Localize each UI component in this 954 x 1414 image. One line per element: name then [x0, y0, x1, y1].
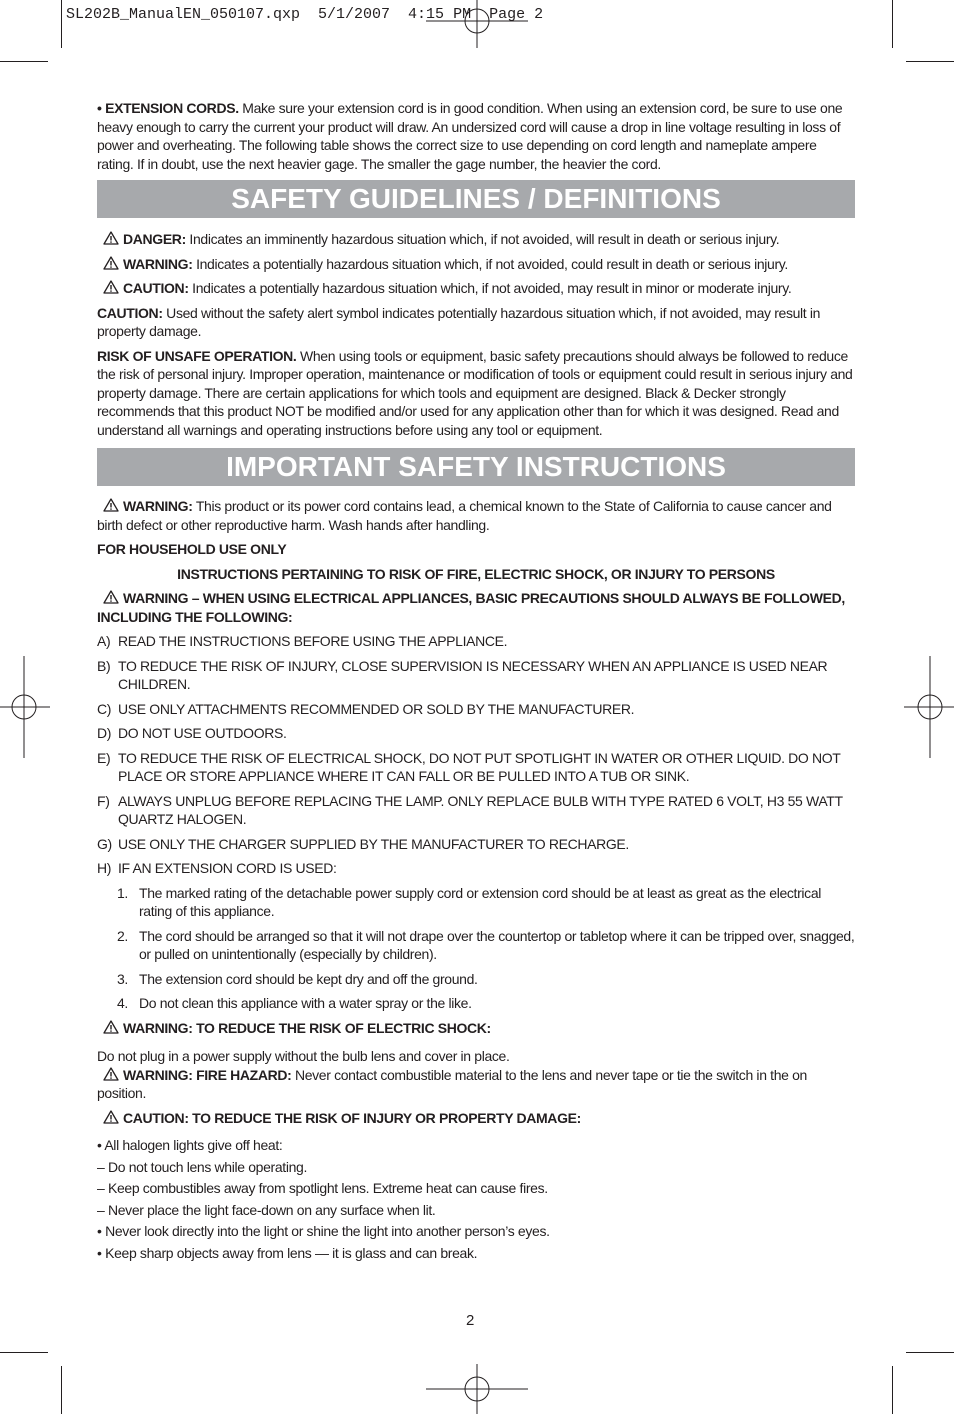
caution-no-symbol-label: CAUTION: — [97, 304, 163, 321]
list-item — [97, 749, 855, 786]
warning-definition — [97, 255, 855, 274]
warning-label: WARNING: — [123, 255, 193, 272]
list-item-text: READ THE INSTRUCTIONS BEFORE USING THE APPLIANCE. — [118, 633, 508, 649]
danger-label: DANGER: — [123, 231, 186, 247]
caution-no-symbol-text: Used without the safety alert symbol indicates potentially hazardous situation which, if not avoided, may result in property damage. — [97, 304, 821, 339]
registration-mark-right — [904, 656, 954, 758]
sub-list-item — [117, 884, 855, 921]
sub-list-item-text: The cord should be arranged so that it will not drape over the countertop or tabletop where it can be tripped over, snagged, or pulled on unintentionally (especially by children). — [139, 927, 855, 962]
crop-mark-tl-h — [0, 61, 48, 62]
lead-warning-text: This product or its power cord contains lead, a chemical known to the State of California to cause cancer and birth defect or other reproductive harm. Wash hands after handling. — [97, 498, 832, 533]
list-item: – Do not touch lens while operating. — [97, 1158, 307, 1175]
crop-mark-bl-h — [0, 1352, 48, 1353]
sub-list-item-label: 1. — [117, 884, 128, 901]
list-item — [97, 724, 855, 743]
important-safety-heading: IMPORTANT SAFETY INSTRUCTIONS — [97, 448, 855, 486]
list-item — [97, 859, 855, 878]
household-label: FOR HOUSEHOLD USE ONLY — [97, 541, 287, 557]
electric-shock-warning — [97, 1019, 855, 1038]
sub-list-item-label: 4. — [117, 995, 128, 1011]
list-item: • Keep sharp objects away from lens — it is glass and can break. — [97, 1244, 478, 1261]
heat-list — [97, 1135, 855, 1264]
list-item-text: USE ONLY THE CHARGER SUPPLIED BY THE MANUFACTURER TO RECHARGE. — [118, 835, 629, 852]
caution-definition — [97, 279, 855, 298]
warning-triangle-icon — [103, 498, 119, 512]
crop-mark-br-h — [906, 1352, 954, 1353]
crop-mark-tr-v — [892, 0, 893, 48]
precautions-label: WARNING – WHEN USING ELECTRICAL APPLIANCES, BASIC PRECAUTIONS SHOULD ALWAYS BE FOLLOWED, INCLUDING THE FOLLOWING: — [97, 590, 845, 625]
extension-cords-paragraph — [97, 99, 855, 173]
list-item-text: DO NOT USE OUTDOORS. — [118, 725, 287, 741]
list-item — [97, 700, 855, 719]
list-item-label: D) — [97, 725, 112, 741]
household-use-only — [97, 540, 855, 559]
sub-list-item-text: The extension cord should be kept dry and off the ground. — [139, 970, 478, 987]
warning-triangle-icon — [103, 1020, 119, 1034]
list-item-label: H) — [97, 860, 112, 876]
warning-triangle-icon — [103, 1067, 119, 1081]
caution-no-symbol-definition — [97, 304, 855, 341]
lead-warning-label: WARNING: — [123, 498, 193, 514]
sub-list-item-label: 2. — [117, 927, 128, 944]
registration-mark-bottom — [426, 1362, 528, 1414]
crop-mark-tr-h — [906, 61, 954, 62]
risk-label: RISK OF UNSAFE OPERATION. — [97, 347, 297, 364]
list-item: • All halogen lights give off heat: — [97, 1137, 283, 1153]
list-item-label: A) — [97, 633, 111, 649]
list-item: – Keep combustibles away from spotlight lens. Extreme heat can cause fires. — [97, 1180, 548, 1196]
warning-triangle-icon — [103, 590, 119, 604]
caution-text: Indicates a potentially hazardous situation which, if not avoided, may result in minor or moderate injury. — [188, 280, 792, 296]
danger-text: Indicates an imminently hazardous situation which, if not avoided, will result in death or serious injury. — [185, 231, 780, 247]
list-item-label: G) — [97, 835, 112, 852]
list-item — [97, 657, 855, 694]
list-item-text: TO REDUCE THE RISK OF ELECTRICAL SHOCK, DO NOT PUT SPOTLIGHT IN WATER OR OTHER LIQUID. DO NOT PLACE OR STORE APPLIANCE WHERE IT CAN FALL OR BE PULLED INTO A TUB OR SINK. — [118, 749, 841, 784]
sub-list-item — [117, 970, 855, 989]
print-slug: SL202B_ManualEN_050107.qxp 5/1/2007 4:15 PM Page 2 — [66, 6, 544, 23]
sub-list-item — [117, 927, 855, 964]
page-number: 2 — [466, 1312, 475, 1329]
fire-hazard-warning — [97, 1066, 855, 1103]
injury-caution — [97, 1109, 855, 1128]
extension-cords-label: • EXTENSION CORDS. — [97, 100, 239, 116]
extension-cords-text: Make sure your extension cord is in good condition. When using an extension cord, be sure to use one heavy enough to carry the current your product will draw. An undersized cord will cause a drop in line voltage resulting in loss of power and overheating. The following table shows the correct size to use depending on cord length and nameplate ampere rating. If in doubt, use the next heavier gage. The smaller the gage number, the heavier the cord. — [97, 100, 843, 172]
list-item-label: F) — [97, 792, 110, 809]
list-item — [97, 835, 855, 854]
electric-shock-text: Do not plug in a power supply without the bulb lens and cover in place. — [97, 1048, 510, 1064]
list-item-text: USE ONLY ATTACHMENTS RECOMMENDED OR SOLD BY THE MANUFACTURER. — [118, 700, 635, 717]
list-item-label: B) — [97, 657, 111, 674]
registration-mark-top — [426, 0, 528, 50]
sub-list-item — [117, 994, 855, 1013]
pertaining-label: INSTRUCTIONS PERTAINING TO RISK OF FIRE, ELECTRIC SHOCK, OR INJURY TO PERSONS — [177, 565, 775, 582]
crop-mark-bl-v — [61, 1366, 62, 1414]
list-item-label: E) — [97, 749, 111, 766]
risk-of-unsafe-operation — [97, 347, 855, 440]
manual-content — [97, 99, 855, 1264]
lead-warning — [97, 497, 855, 534]
registration-mark-left — [0, 656, 50, 758]
sub-list-item-text: Do not clean this appliance with a water spray or the like. — [139, 995, 472, 1011]
sub-list-item-label: 3. — [117, 970, 128, 987]
list-item: – Never place the light face-down on any surface when lit. — [97, 1201, 436, 1218]
list-item-label: C) — [97, 700, 112, 717]
safety-guidelines-heading: SAFETY GUIDELINES / DEFINITIONS — [97, 180, 855, 218]
instructions-pertaining — [97, 565, 855, 584]
shock-label: WARNING: TO REDUCE THE RISK OF ELECTRIC SHOCK: — [123, 1019, 491, 1036]
instruction-list — [97, 632, 855, 1013]
fire-label: WARNING: FIRE HAZARD: — [123, 1066, 292, 1083]
sub-list-item-text: The marked rating of the detachable power supply cord or extension cord should be at least as great as the electrical rating of this appliance. — [139, 884, 822, 919]
list-item-text: ALWAYS UNPLUG BEFORE REPLACING THE LAMP. ONLY REPLACE BULB WITH TYPE RATED 6 VOLT, H3 55 WATT QUARTZ HALOGEN. — [118, 792, 843, 827]
warning-triangle-icon — [103, 280, 119, 294]
list-item-text: IF AN EXTENSION CORD IS USED: — [118, 860, 337, 876]
danger-definition — [97, 230, 855, 249]
crop-mark-tl-v — [61, 0, 62, 48]
risk-text: When using tools or equipment, basic safety precautions should always be followed to reduce the risk of personal injury. Improper operation, maintenance or modification of tools or equipment could result in serious injury and property damage. There are certain applications for which tools and equipment are designed. Black & Decker strongly recommends that this product NOT be modified and/or used for any application other than for which it was designed. Read and understand all warnings and operating instructions before using any tool or equipment. — [97, 347, 853, 438]
warning-triangle-icon — [103, 1110, 119, 1124]
caution-label: CAUTION: — [123, 280, 189, 296]
warning-text: Indicates a potentially hazardous situation which, if not avoided, could result in death or serious injury. — [192, 255, 788, 272]
warning-triangle-icon — [103, 256, 119, 270]
fire-text: Never contact combustible material to the lens and never tape or tie the switch in the on position. — [97, 1066, 807, 1101]
list-item — [97, 632, 855, 651]
list-item: • Never look directly into the light or shine the light into another person’s eyes. — [97, 1223, 550, 1239]
crop-mark-br-v — [892, 1366, 893, 1414]
basic-precautions-warning — [97, 589, 855, 626]
list-item-text: TO REDUCE THE RISK OF INJURY, CLOSE SUPERVISION IS NECESSARY WHEN AN APPLIANCE IS USED NEAR CHILDREN. — [118, 657, 828, 692]
injury-label: CAUTION: TO REDUCE THE RISK OF INJURY OR PROPERTY DAMAGE: — [123, 1109, 581, 1126]
list-item — [97, 792, 855, 829]
warning-triangle-icon — [103, 231, 119, 245]
